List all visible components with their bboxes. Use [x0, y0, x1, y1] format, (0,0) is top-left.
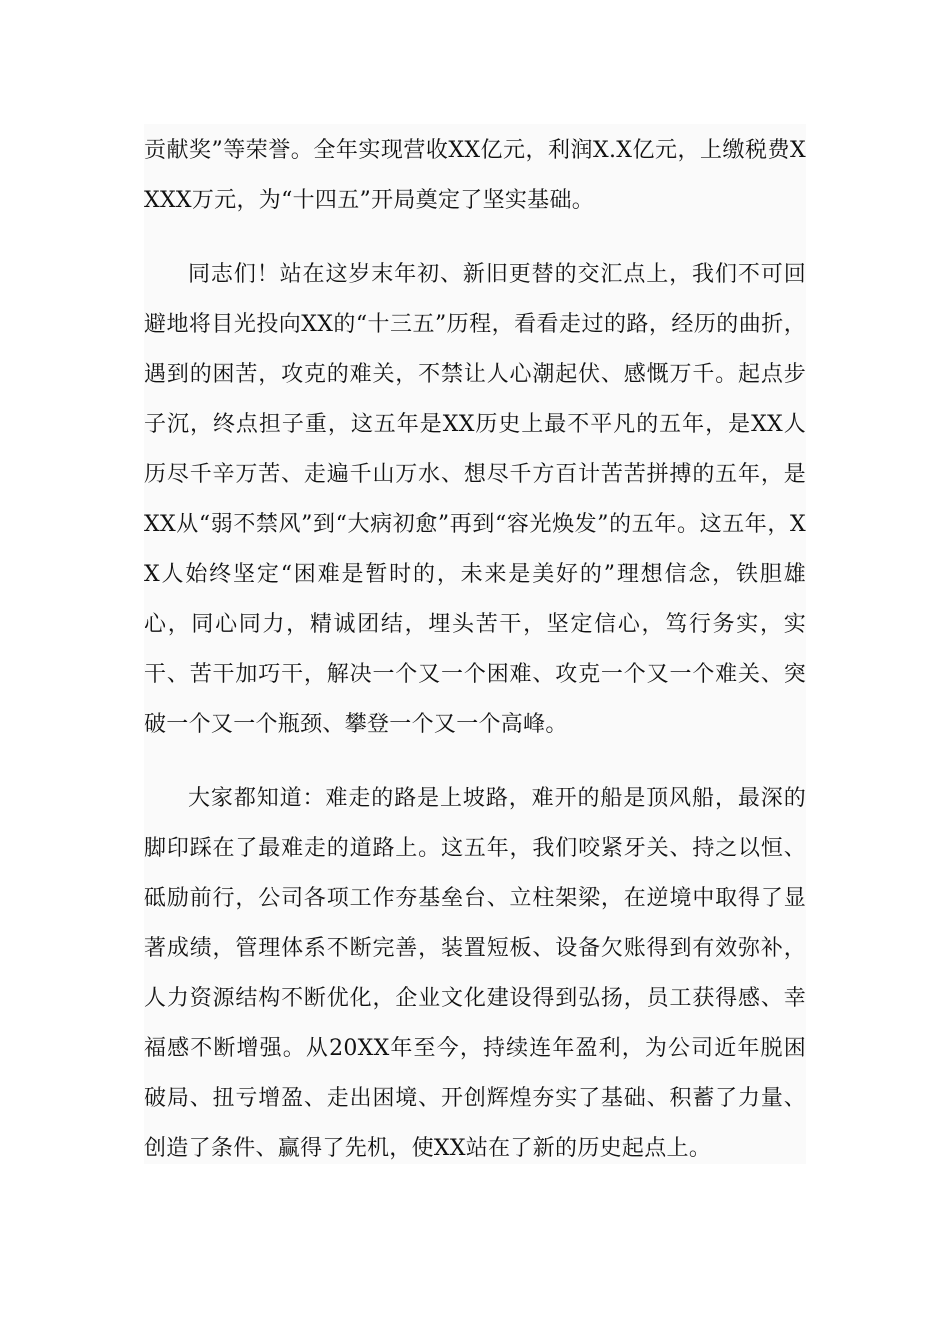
- paragraph-3: 大家都知道：难走的路是上坡路，难开的船是顶风船，最深的脚印踩在了最难走的道路上。这五年，我们咬紧牙关、持之以恒、砥励前行，公司各项工作夯基垒台、立柱架梁，在逆境中取得了显著成绩，管理体系不断完善，装置短板、设备欠账得到有效弥补，人力资源结构不断优化，企业文化建设得到弘扬，员工获得感、幸福感不断增强。从20XX年至今，持续连年盈利，为公司近年脱困破局、扭亏增盈、走出困境、开创辉煌夯实了基础、积蓄了力量、创造了条件、赢得了先机，使XX站在了新的历史起点上。: [144, 786, 806, 1161]
- body-text: [144, 124, 806, 1164]
- paragraph-2: 同志们！站在这岁末年初、新旧更替的交汇点上，我们不可回避地将目光投向XX的“十三五”历程，看看走过的路，经历的曲折，遇到的困苦，攻克的难关，不禁让人心潮起伏、感慨万千。起点步子沉，终点担子重，这五年是XX历史上最不平凡的五年，是XX人历尽千辛万苦、走遍千山万水、想尽千方百计苦苦拼搏的五年，是XX从“弱不禁风”到“大病初愈”再到“容光焕发”的五年。这五年，XX人始终坚定“困难是暂时的，未来是美好的”理想信念，铁胆雄心，同心同力，精诚团结，埋头苦干，坚定信心，笃行务实，实干、苦干加巧干，解决一个又一个困难、攻克一个又一个难关、突破一个又一个瓶颈、攀登一个又一个高峰。: [144, 262, 806, 737]
- paragraph-1: 贡献奖”等荣誉。全年实现营收XX亿元，利润X.X亿元，上缴税费XXXX万元，为“十四五”开局奠定了坚实基础。: [144, 138, 806, 213]
